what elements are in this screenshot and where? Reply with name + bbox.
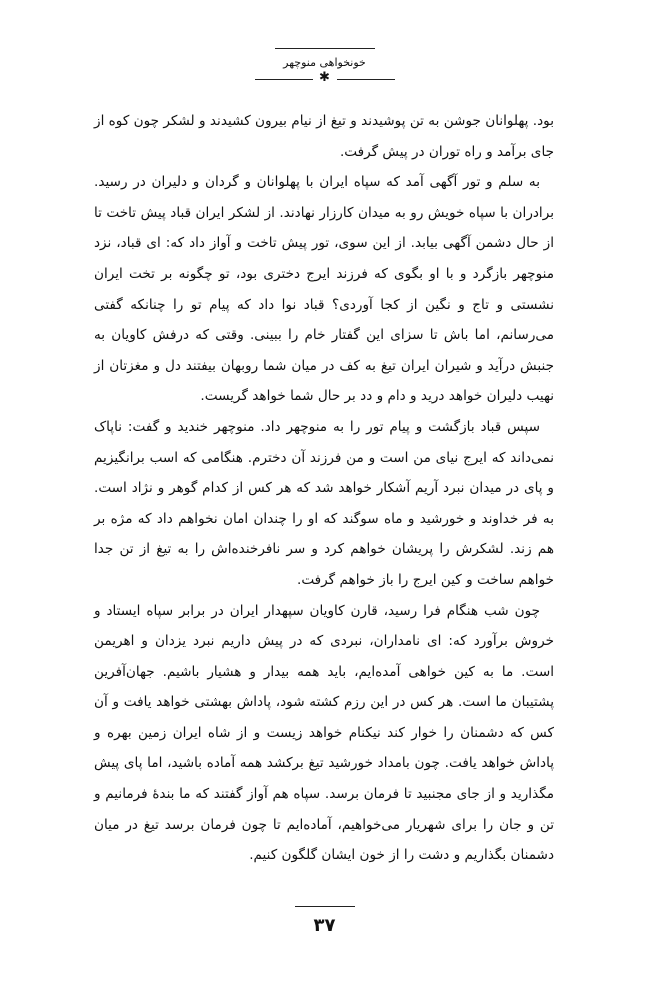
header-ornament [255,70,395,85]
paragraph-3: سپس قباد بازگشت و پیام تور را به منوچهر داد. منوچهر خندید و گفت: ناپاک نمی‌داند که ایرج نیای من است و من فرزند آن دخترم. هنگامی که اسب برانگیزیم و پای در میدان نبرد آریم آشکار خواهد شد که هر کس از کدام گوهر و نژاد است. به فر خداوند و خورشید و ماه سوگند که او را چندان امان نخواهم داد که مژه بر هم زند. لشکرش را پریشان خواهم کرد و سر نافرخنده‌اش را به تیغ از تن جدا خواهم ساخت و کین ایرج را باز خواهم گرفت. [94,418,554,588]
running-header [0,48,649,85]
asterisk-icon: ✱ [319,70,330,85]
ornament-line-right [337,79,395,80]
paragraph-1: بود. پهلوانان جوشن به تن پوشیدند و تیغ از نیام بیرون کشیدند و لشکر چون کوه از جای برآمد و راه توران در پیش گرفت. [94,113,554,160]
page-footer [0,906,649,937]
ornament-line-left [255,79,313,80]
chapter-title: خونخواهی منوچهر [283,56,366,69]
header-top-rule [275,48,375,49]
paragraph-2: به سلم و تور آگهی آمد که سپاه ایران با پهلوانان و گردان و دلیران در رسید. برادران با سپاه خویش رو به میدان کارزار نهادند. از لشکر ایران قباد پیش تاخت تا از حال دشمن آگهی بیابد. از این سوی، تور پیش تاخت و آواز داد که: ای قباد، نزد منوچهر بازگرد و با او بگوی که فرزند ایرج دختری بود، تو چگونه بر تخت ایران نشستی و تاج و نگین از کجا آوردی؟ قباد نوا داد که پیام تو را چنانکه گفتی می‌رسانم، اما باش تا سزای این گفتار خام را ببینی. وقتی که درفش کاویان به جنبش درآید و شیران ایران تیغ به کف در میان شما روبهان بیفتند دل و مغزتان از نهیب دلیران خواهد درید و دام و دد بر حال شما خواهد گریست. [94,174,554,405]
paragraph-4: چون شب هنگام فرا رسید، قارن کاویان سپهدار ایران در برابر سپاه ایستاد و خروش برآورد که: ای نامداران، نبردی که در پیش داریم نبرد یزدان و اهریمن است. ما به کین خواهی آمده‌ایم، باید همه بیدار و هشیار باشیم. جهان‌آفرین پشتیبان ما است. هر کس در این رزم کشته شود، پاداش بهشتی خواهد یافت و آن کس که دشمنان را خوار کند نیکنام خواهد زیست و از شاه ایران زمین بهره و پاداش خواهد یافت. چون بامداد خورشید تیغ برکشد همه آماده باشید، اما پای پیش مگذارید و از جای مجنبید تا فرمان برسد. سپاه هم آواز گفتند که ما بندهٔ فرمانیم و تن و جان را برای شهریار می‌خواهیم، آماده‌ایم تا چون فرمان برسد تیغ در میان دشمنان بگذاریم و دشت را از خون ایشان گلگون کنیم. [94,602,554,864]
page-number: ۳۷ [313,915,336,936]
footer-rule [295,906,355,907]
body-text [94,106,554,871]
